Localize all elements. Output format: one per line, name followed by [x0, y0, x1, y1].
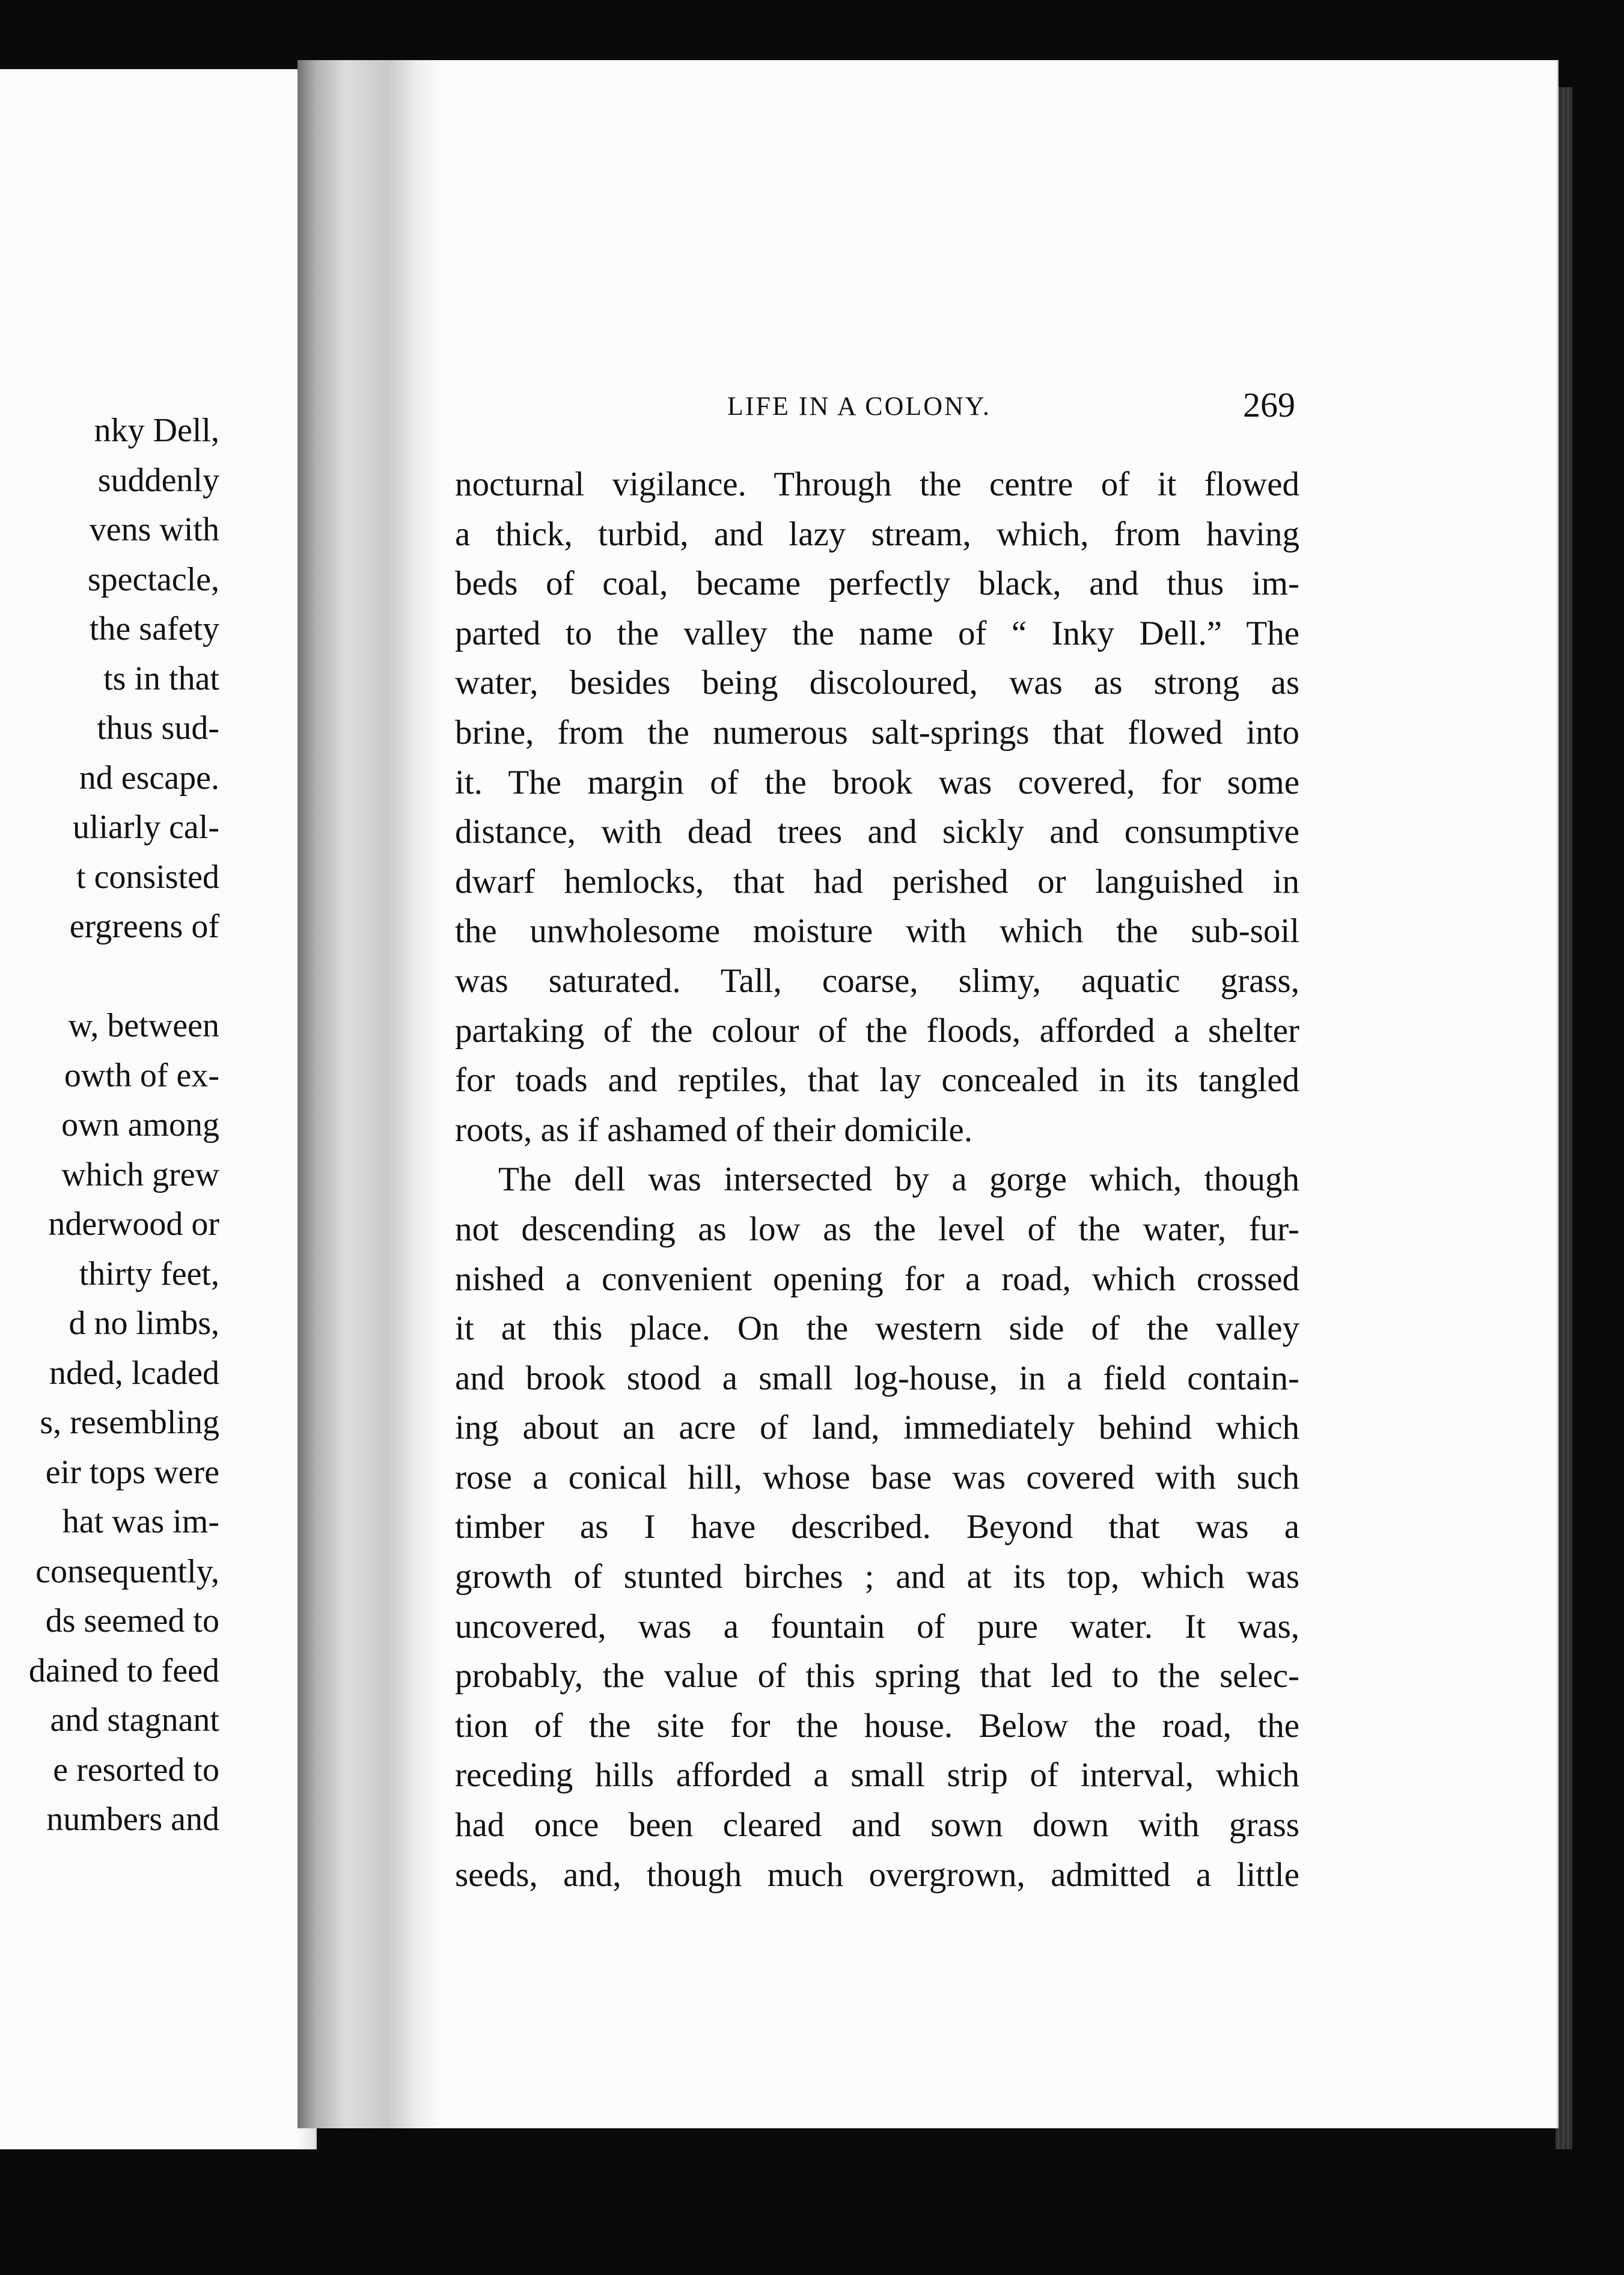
page-number: 269 [1243, 385, 1295, 424]
text-line: water, besides being discoloured, was as strong as [455, 664, 1299, 702]
body-text [455, 460, 1299, 1900]
text-line: had once been cleared and sown down with grass [455, 1806, 1299, 1845]
text-line: ing about an acre of land, immediately behind which [455, 1409, 1299, 1447]
text-line: distance, with dead trees and sickly and consumptive [455, 813, 1299, 851]
text-line: rose a conical hill, whose base was covered with such [455, 1458, 1299, 1496]
running-head [298, 385, 1557, 427]
text-line: ds seemed to [45, 1602, 219, 1640]
text-line: hat was im- [62, 1503, 219, 1540]
right-page [298, 60, 1557, 2128]
text-line: spectacle, [87, 560, 219, 598]
text-line: uncovered, was a fountain of pure water. It was, [455, 1607, 1299, 1646]
text-line: the unwholesome moisture with which the sub-soil [455, 912, 1299, 951]
text-line: nky Dell, [94, 412, 219, 449]
left-page-text [0, 406, 219, 1845]
text-line: suddenly [97, 461, 219, 499]
text-line: brine, from the numerous salt-springs that flowed into [455, 713, 1299, 752]
text-line: which grew [61, 1156, 219, 1193]
text-line: d no limbs, [69, 1305, 219, 1342]
left-page [0, 69, 317, 2149]
text-line: and stagnant [50, 1701, 219, 1739]
text-line: numbers and [46, 1801, 219, 1838]
text-line: receding hills afforded a small strip of interval, which [455, 1756, 1299, 1795]
text-line: e resorted to [53, 1751, 219, 1789]
text-line: owth of ex- [64, 1056, 219, 1094]
blank-line [0, 952, 219, 1002]
text-line: growth of stunted birches ; and at its top, which was [455, 1558, 1299, 1596]
text-line: for toads and reptiles, that lay concealed in its tangled [455, 1061, 1299, 1100]
text-line: t consisted [76, 858, 219, 896]
text-line: nded, lcaded [49, 1354, 219, 1392]
text-line: probably, the value of this spring that led to the selec- [455, 1657, 1299, 1695]
text-line: and brook stood a small log-house, in a field contain- [455, 1359, 1299, 1397]
text-line: uliarly cal- [72, 809, 219, 846]
text-line: timber as I have described. Beyond that was a [455, 1508, 1299, 1546]
text-line: nderwood or [48, 1205, 219, 1243]
text-line: consequently, [35, 1552, 219, 1590]
text-line: vens with [89, 511, 219, 548]
text-line: thirty feet, [79, 1255, 219, 1293]
text-line: seeds, and, though much overgrown, admitted a little [455, 1855, 1299, 1894]
text-line: thus sud- [97, 709, 219, 747]
text-line: parted to the valley the name of “ Inky Dell.” The [455, 614, 1299, 652]
spine-shadow [298, 60, 442, 2128]
paragraph-end-line: roots, as if ashamed of their domicile. [455, 1110, 973, 1149]
running-title: LIFE IN A COLONY. [727, 391, 991, 421]
text-line: beds of coal, became perfectly black, and thus im- [455, 565, 1299, 603]
text-line: ts in that [103, 660, 219, 697]
text-line: nished a convenient opening for a road, which crossed [455, 1260, 1299, 1298]
page-block-edges [1555, 87, 1572, 2149]
text-line: nd escape. [79, 759, 219, 797]
text-line: not descending as low as the level of the water, fur- [455, 1210, 1299, 1248]
text-line: eir tops were [45, 1453, 219, 1491]
text-line: it at this place. On the western side of the valley [455, 1309, 1299, 1348]
text-line: partaking of the colour of the floods, afforded a shelter [455, 1011, 1299, 1050]
text-line: own among [61, 1106, 219, 1144]
text-line: was saturated. Tall, coarse, slimy, aquatic grass, [455, 961, 1299, 1000]
text-line: dained to feed [28, 1652, 219, 1689]
text-line: w, between [68, 1007, 219, 1044]
text-line: the safety [89, 610, 219, 648]
text-line: dwarf hemlocks, that had perished or languished in [455, 862, 1299, 901]
text-line: it. The margin of the brook was covered, for some [455, 763, 1299, 801]
text-line: a thick, turbid, and lazy stream, which, from having [455, 515, 1299, 553]
paragraph-start-line: The dell was intersected by a gorge which, though [498, 1160, 1299, 1199]
text-line: ergreens of [69, 908, 219, 945]
text-line: s, resembling [40, 1404, 219, 1441]
text-line: tion of the site for the house. Below the road, the [455, 1706, 1299, 1745]
text-line: nocturnal vigilance. Through the centre of it flowed [455, 465, 1299, 503]
